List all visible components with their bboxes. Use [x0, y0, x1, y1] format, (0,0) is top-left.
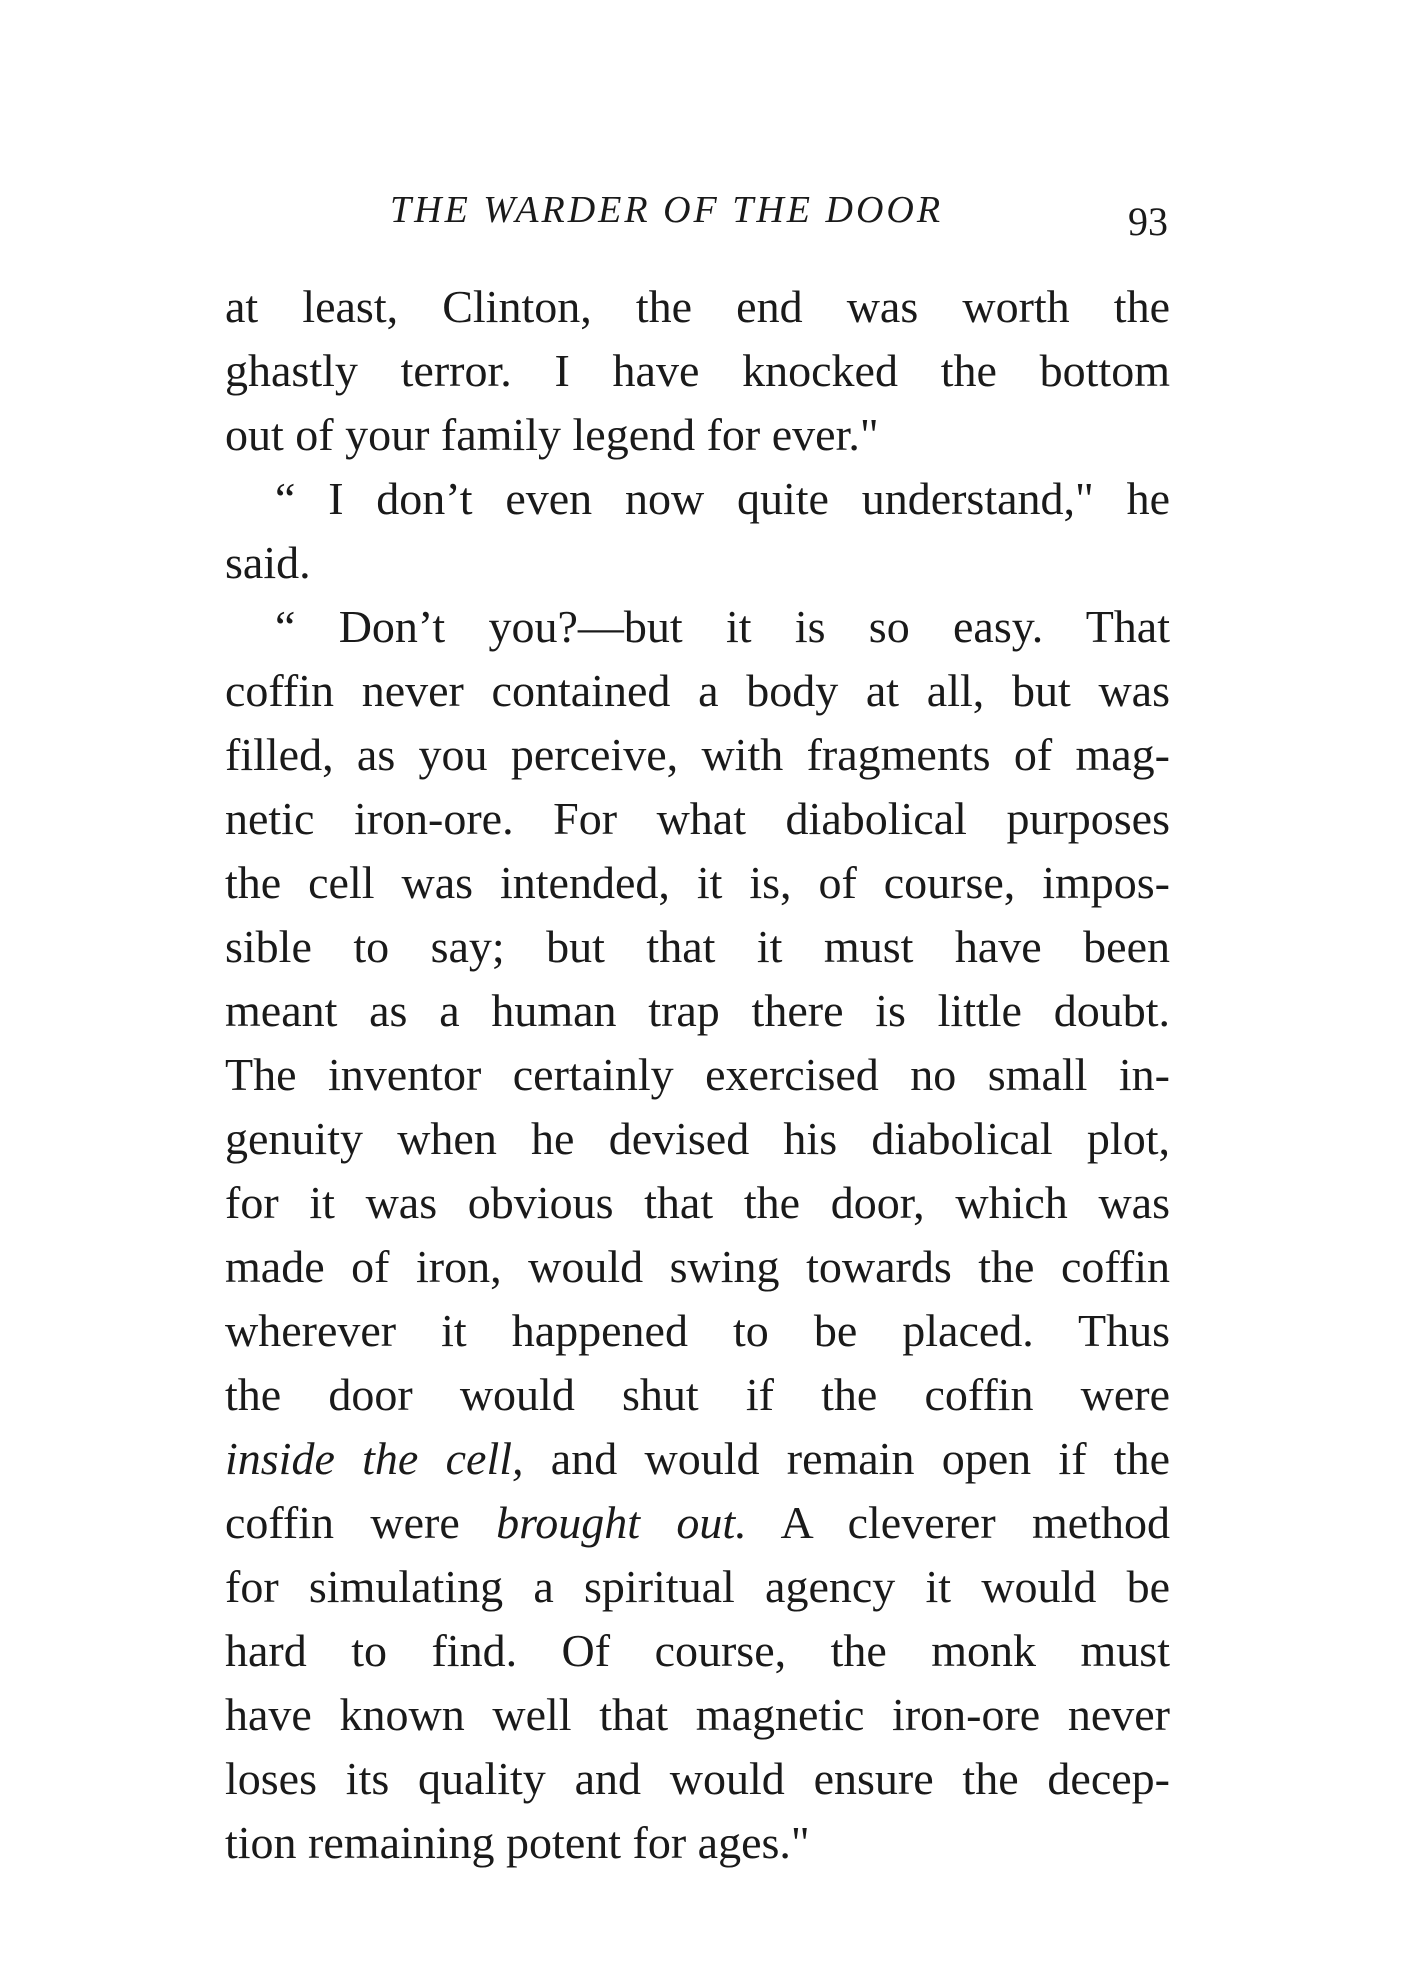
text-line: filled, as you perceive, with fragments of mag-: [225, 729, 1170, 780]
text-line: The inventor certainly exercised no small in-: [225, 1049, 1170, 1100]
text-line: [225, 1427, 1170, 1491]
text-line: for it was obvious that the door, which was: [225, 1177, 1170, 1228]
text-line: coffin never contained a body at all, but was: [225, 665, 1170, 716]
text-span: and would remain open if the: [523, 1433, 1170, 1484]
text-span: A cleverer method: [746, 1497, 1170, 1548]
text-line: the cell was intended, it is, of course, impos-: [225, 857, 1170, 908]
text-span: coffin were: [225, 1497, 497, 1548]
text-line: tion remaining potent for ages.": [225, 1817, 810, 1868]
text-line: the door would shut if the coffin were: [225, 1369, 1170, 1420]
text-line: sible to say; but that it must have been: [225, 921, 1170, 972]
text-line: made of iron, would swing towards the coffin: [225, 1241, 1170, 1292]
running-title: THE WARDER OF THE DOOR: [390, 189, 944, 231]
text-line: wherever it happened to be placed. Thus: [225, 1305, 1170, 1356]
page-number: 93: [1128, 199, 1168, 244]
text-line: “ Don’t you?—but it is so easy. That: [275, 601, 1170, 652]
italic-phrase: inside the cell,: [225, 1433, 524, 1484]
text-line: out of your family legend for ever.": [225, 409, 879, 460]
text-line: at least, Clinton, the end was worth the: [225, 281, 1170, 332]
text-line: “ I don’t even now quite understand," he: [275, 473, 1170, 524]
text-line: netic iron-ore. For what diabolical purposes: [225, 793, 1170, 844]
italic-phrase: brought out.: [496, 1497, 747, 1548]
text-line: meant as a human trap there is little doubt.: [225, 985, 1170, 1036]
text-line: ghastly terror. I have knocked the bottom: [225, 345, 1170, 396]
text-line: hard to find. Of course, the monk must: [225, 1625, 1170, 1676]
text-line: genuity when he devised his diabolical plot,: [225, 1113, 1170, 1164]
text-line: [225, 1491, 1170, 1555]
text-line: have known well that magnetic iron-ore never: [225, 1689, 1170, 1740]
text-line: said.: [225, 537, 311, 588]
text-line: for simulating a spiritual agency it would be: [225, 1561, 1170, 1612]
text-line: loses its quality and would ensure the decep-: [225, 1753, 1170, 1804]
